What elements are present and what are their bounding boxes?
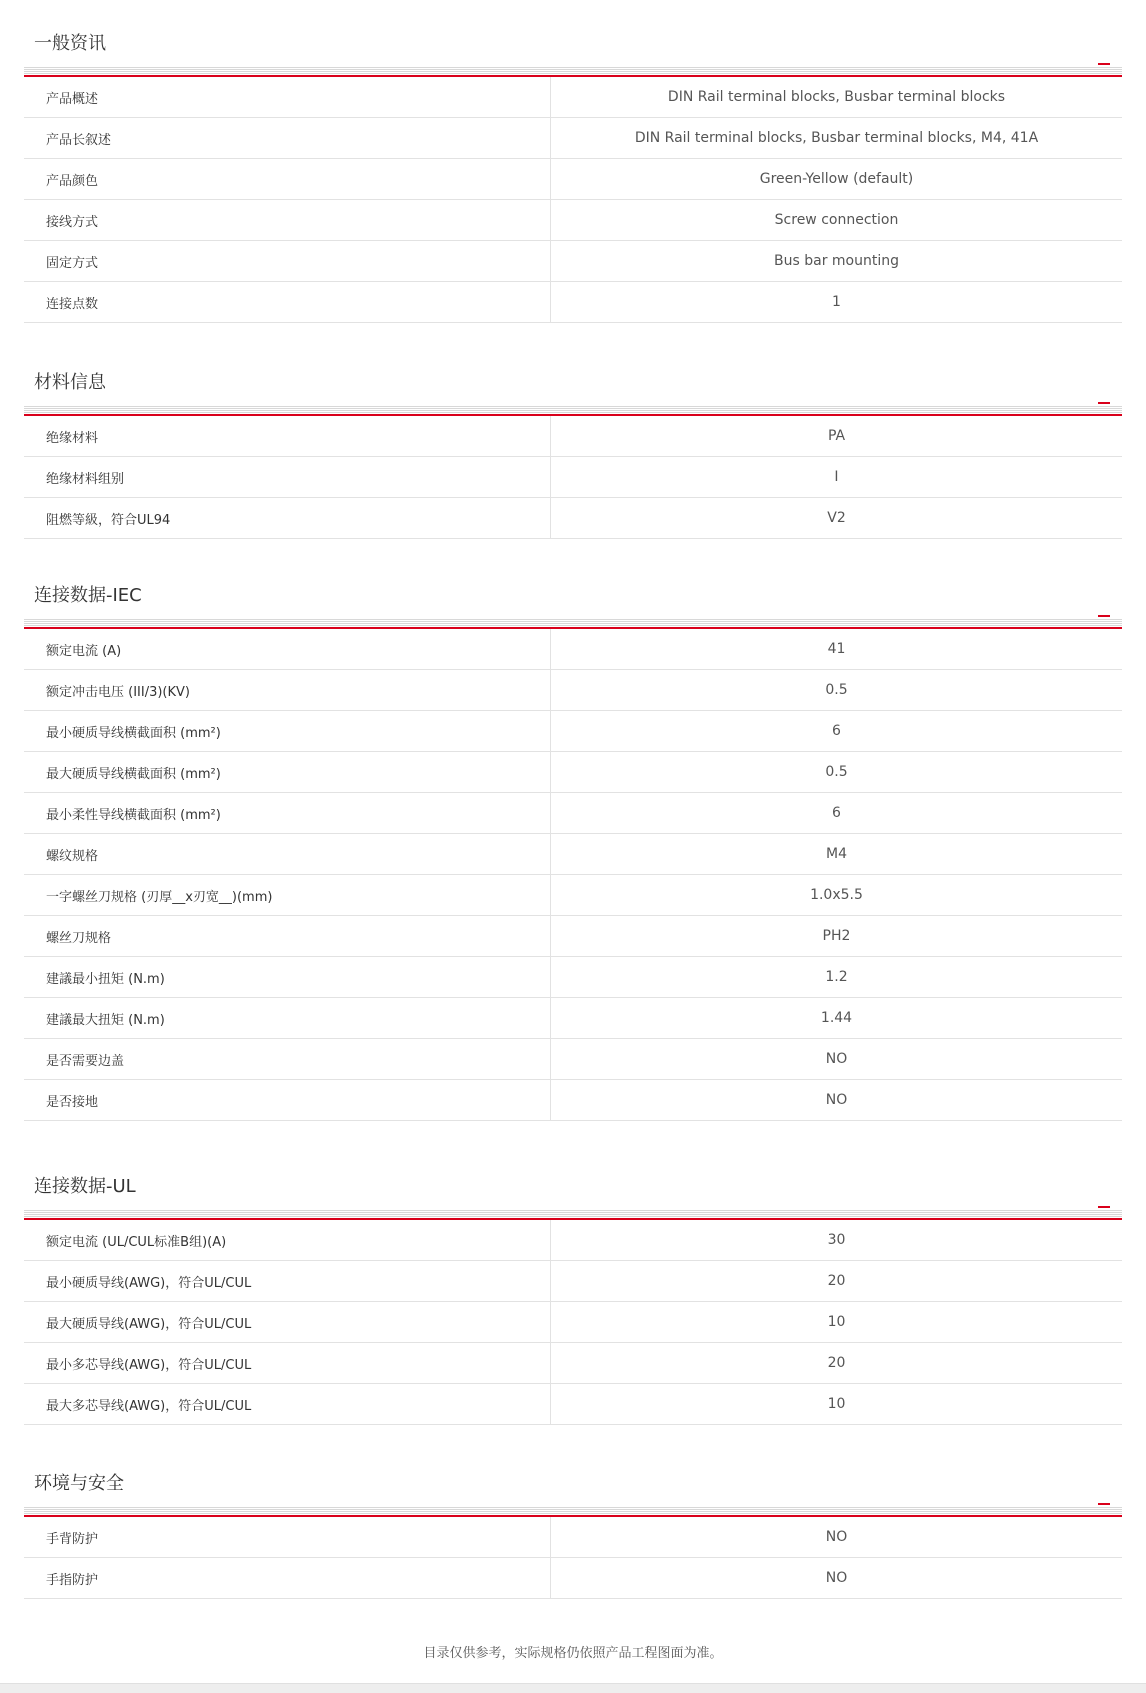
footer-disclaimer: 目录仅供参考，实际规格仍依照产品工程图面为准。 xyxy=(423,1646,723,1661)
row-label: 产品概述 xyxy=(24,77,551,117)
row-label: 最大硬质导线横截面积 (mm²) xyxy=(24,752,551,792)
row-label: 阻燃等級，符合UL94 xyxy=(24,498,551,538)
row-label: 螺纹规格 xyxy=(24,834,551,874)
collapse-minus-icon[interactable] xyxy=(1098,54,1110,66)
row-value: 20 xyxy=(827,1355,846,1371)
row-label: 绝缘材料组别 xyxy=(24,457,551,497)
row-value: NO xyxy=(825,1092,848,1108)
row-value: DIN Rail terminal blocks, Busbar terminal blocks, M4, 41A xyxy=(634,130,1039,146)
row-label: 最大多芯导线(AWG)，符合UL/CUL xyxy=(24,1384,551,1424)
row-label: 额定电流 (UL/CUL标准B组)(A) xyxy=(24,1220,551,1260)
table-row xyxy=(24,1517,1122,1558)
row-value: NO xyxy=(825,1570,848,1586)
table-row xyxy=(24,416,1122,457)
collapse-minus-icon[interactable] xyxy=(1098,606,1110,618)
table-row xyxy=(24,1261,1122,1302)
row-value: Green-Yellow (default) xyxy=(759,171,914,187)
table-row xyxy=(24,875,1122,916)
table-row xyxy=(24,629,1122,670)
row-label: 连接点数 xyxy=(24,282,551,322)
row-label: 手指防护 xyxy=(24,1558,551,1598)
section-environment-safety xyxy=(24,1452,1122,1599)
row-label: 固定方式 xyxy=(24,241,551,281)
row-value: 6 xyxy=(832,723,841,739)
section-title: 材料信息 xyxy=(34,372,106,393)
row-label: 绝缘材料 xyxy=(24,416,551,456)
table-row xyxy=(24,241,1122,282)
table-row xyxy=(24,916,1122,957)
section-header xyxy=(24,351,1122,415)
section-header-rule xyxy=(24,67,1122,76)
table-row xyxy=(24,282,1122,323)
row-label: 建議最小扭矩 (N.m) xyxy=(24,957,551,997)
section-title: 环境与安全 xyxy=(34,1473,124,1494)
row-label: 产品长叙述 xyxy=(24,118,551,158)
row-value: V2 xyxy=(827,510,846,526)
table-row xyxy=(24,793,1122,834)
table-row xyxy=(24,1302,1122,1343)
spec-table xyxy=(24,1516,1122,1599)
section-general-info xyxy=(24,12,1122,323)
row-label: 最大硬质导线(AWG)，符合UL/CUL xyxy=(24,1302,551,1342)
table-row xyxy=(24,498,1122,539)
spec-table xyxy=(24,76,1122,323)
row-label: 最小硬质导线横截面积 (mm²) xyxy=(24,711,551,751)
row-value: Screw connection xyxy=(774,212,899,228)
section-title: 连接数据-UL xyxy=(34,1176,136,1197)
row-value: 10 xyxy=(827,1396,846,1412)
section-header-rule xyxy=(24,1210,1122,1219)
row-value: PH2 xyxy=(822,928,851,944)
table-row xyxy=(24,1080,1122,1121)
table-row xyxy=(24,1220,1122,1261)
table-row xyxy=(24,711,1122,752)
section-title: 连接数据-IEC xyxy=(34,585,142,606)
row-label: 产品颜色 xyxy=(24,159,551,199)
row-label: 接线方式 xyxy=(24,200,551,240)
row-value: 0.5 xyxy=(825,682,848,698)
spec-table xyxy=(24,628,1122,1121)
row-value: Bus bar mounting xyxy=(774,253,899,269)
table-row xyxy=(24,118,1122,159)
row-value: NO xyxy=(825,1529,848,1545)
row-label: 建議最大扭矩 (N.m) xyxy=(24,998,551,1038)
table-row xyxy=(24,1039,1122,1080)
section-connection-ul xyxy=(24,1155,1122,1425)
row-value: I xyxy=(834,469,839,485)
row-value: 0.5 xyxy=(825,764,848,780)
row-value: 1.44 xyxy=(820,1010,853,1026)
row-label: 是否接地 xyxy=(24,1080,551,1120)
section-header-rule xyxy=(24,1507,1122,1516)
row-value: 6 xyxy=(832,805,841,821)
row-label: 是否需要边盖 xyxy=(24,1039,551,1079)
row-label: 最小柔性导线横截面积 (mm²) xyxy=(24,793,551,833)
section-header xyxy=(24,1452,1122,1516)
row-value: M4 xyxy=(826,846,847,862)
table-row xyxy=(24,998,1122,1039)
row-value: 41 xyxy=(827,641,846,657)
spec-table xyxy=(24,1219,1122,1425)
row-value: DIN Rail terminal blocks, Busbar terminal blocks xyxy=(667,89,1006,105)
row-value: NO xyxy=(825,1051,848,1067)
row-label: 额定电流 (A) xyxy=(24,629,551,669)
row-label: 一字螺丝刀规格 (刃厚__x刃宽__)(mm) xyxy=(24,875,551,915)
table-row xyxy=(24,200,1122,241)
row-value: PA xyxy=(827,428,846,444)
section-header xyxy=(24,12,1122,76)
section-header-rule xyxy=(24,406,1122,415)
collapse-minus-icon[interactable] xyxy=(1098,1494,1110,1506)
table-row xyxy=(24,752,1122,793)
row-label: 手背防护 xyxy=(24,1517,551,1557)
section-header xyxy=(24,1155,1122,1219)
table-row xyxy=(24,1558,1122,1599)
row-label: 最小多芯导线(AWG)，符合UL/CUL xyxy=(24,1343,551,1383)
table-row xyxy=(24,457,1122,498)
table-row xyxy=(24,957,1122,998)
row-label: 螺丝刀规格 xyxy=(24,916,551,956)
table-row xyxy=(24,670,1122,711)
row-value: 10 xyxy=(827,1314,846,1330)
collapse-minus-icon[interactable] xyxy=(1098,1197,1110,1209)
row-value: 1 xyxy=(832,294,841,310)
section-title: 一般资讯 xyxy=(34,33,106,54)
table-row xyxy=(24,1384,1122,1425)
row-label: 最小硬质导线(AWG)，符合UL/CUL xyxy=(24,1261,551,1301)
row-label: 额定冲击电压 (III/3)(KV) xyxy=(24,670,551,710)
section-material-info xyxy=(24,351,1122,539)
table-row xyxy=(24,159,1122,200)
section-connection-iec xyxy=(24,564,1122,1121)
row-value: 1.0x5.5 xyxy=(810,887,863,903)
section-header-rule xyxy=(24,619,1122,628)
section-header xyxy=(24,564,1122,628)
table-row xyxy=(24,77,1122,118)
table-row xyxy=(24,834,1122,875)
row-value: 1.2 xyxy=(825,969,848,985)
table-row xyxy=(24,1343,1122,1384)
row-value: 20 xyxy=(827,1273,846,1289)
spec-table xyxy=(24,415,1122,539)
collapse-minus-icon[interactable] xyxy=(1098,393,1110,405)
row-value: 30 xyxy=(827,1232,846,1248)
